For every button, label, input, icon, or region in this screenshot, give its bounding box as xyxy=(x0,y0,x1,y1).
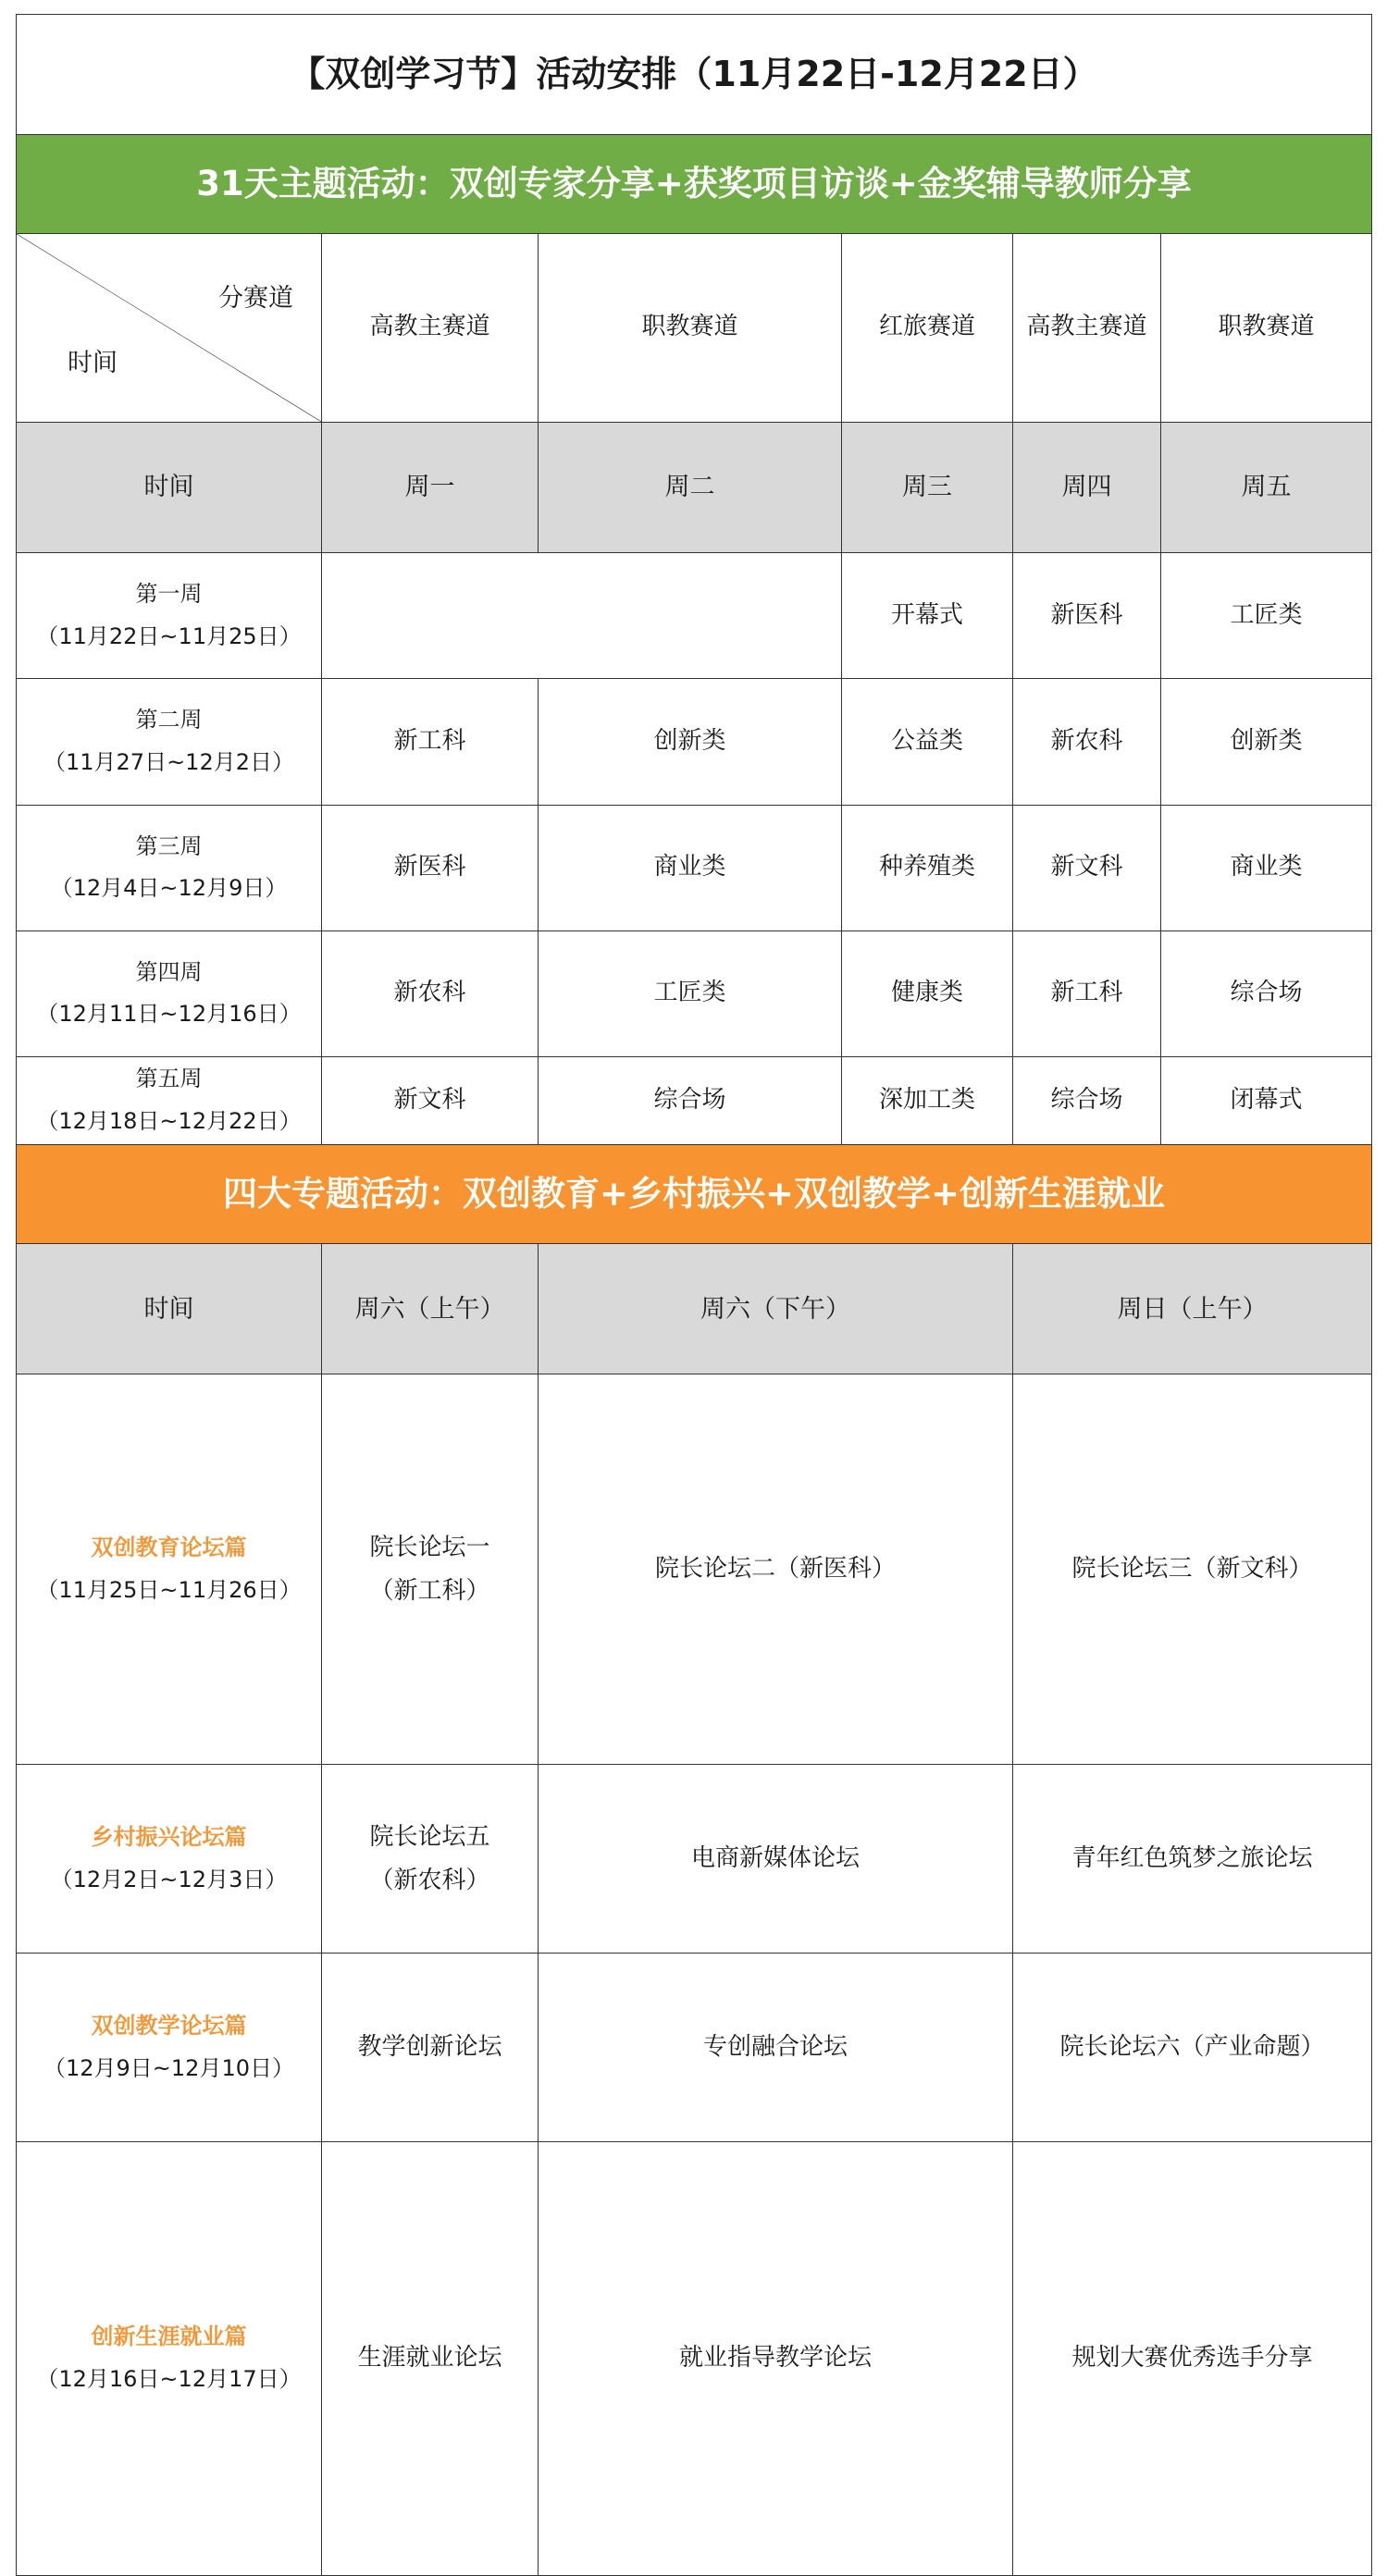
schedule-cell: 综合场 xyxy=(539,1056,842,1144)
forum-label xyxy=(17,1374,322,1765)
schedule-cell: 公益类 xyxy=(842,679,1013,805)
forum-name: 双创教育论坛篇 xyxy=(91,1535,247,1561)
track-header: 高教主赛道 xyxy=(1013,234,1161,423)
week-range: （11月27日~12月2日） xyxy=(43,748,294,775)
week-name: 第四周 xyxy=(135,958,203,985)
schedule-cell: 新农科 xyxy=(322,931,539,1056)
forum-range: （12月9日~12月10日） xyxy=(43,2054,294,2081)
table-row xyxy=(17,2142,1372,2576)
schedule-cell: 种养殖类 xyxy=(842,805,1013,931)
table-row xyxy=(17,553,1372,679)
track-header: 高教主赛道 xyxy=(322,234,539,423)
schedule-cell: 创新类 xyxy=(1161,679,1372,805)
slot-header: 周六（上午） xyxy=(322,1243,539,1374)
schedule-cell-empty xyxy=(322,553,842,679)
corner-header xyxy=(17,234,322,423)
forum-cell: 生涯就业论坛 xyxy=(322,2142,539,2576)
schedule-cell: 新文科 xyxy=(1013,805,1161,931)
forum-cell: 规划大赛优秀选手分享 xyxy=(1013,2142,1372,2576)
table-row xyxy=(17,931,1372,1056)
forum-cell-line: （新农科） xyxy=(369,1866,490,1894)
forum-name: 双创教学论坛篇 xyxy=(91,2013,247,2040)
schedule-table xyxy=(16,14,1372,2576)
week-range: （12月11日~12月16日） xyxy=(36,1001,302,1028)
table-row xyxy=(17,1765,1372,1954)
forum-label xyxy=(17,1765,322,1954)
schedule-cell: 新农科 xyxy=(1013,679,1161,805)
week-range: （12月4日~12月9日） xyxy=(50,875,288,902)
forum-cell xyxy=(322,1765,539,1954)
forum-cell-line: 院长论坛五 xyxy=(369,1823,490,1852)
schedule-cell: 商业类 xyxy=(1161,805,1372,931)
forum-cell-line: 院长论坛一 xyxy=(369,1534,490,1562)
week-name: 第三周 xyxy=(135,832,203,859)
forum-cell xyxy=(322,1374,539,1765)
schedule-cell: 新工科 xyxy=(322,679,539,805)
forum-range: （12月16日~12月17日） xyxy=(36,2366,302,2392)
forum-label xyxy=(17,2142,322,2576)
week-label xyxy=(17,679,322,805)
day-header: 周二 xyxy=(539,422,842,552)
forum-range: （12月2日~12月3日） xyxy=(50,1866,288,1892)
forum-range: （11月25日~11月26日） xyxy=(36,1576,302,1603)
forum-name: 创新生涯就业篇 xyxy=(91,2323,247,2350)
schedule-cell: 综合场 xyxy=(1013,1056,1161,1144)
corner-time-label: 时间 xyxy=(68,349,118,377)
schedule-cell: 新工科 xyxy=(1013,931,1161,1056)
track-header: 红旅赛道 xyxy=(842,234,1013,423)
slot-header: 周六（下午） xyxy=(539,1243,1013,1374)
forum-cell: 院长论坛六（产业命题） xyxy=(1013,1954,1372,2142)
table-row xyxy=(17,1374,1372,1765)
table-row xyxy=(17,805,1372,931)
track-header: 职教赛道 xyxy=(539,234,842,423)
forum-cell: 院长论坛三（新文科） xyxy=(1013,1374,1372,1765)
page-title: 【双创学习节】活动安排（11月22日-12月22日） xyxy=(17,15,1372,135)
week-range: （11月22日~11月25日） xyxy=(36,622,302,649)
schedule-cell: 综合场 xyxy=(1161,931,1372,1056)
time-column-header: 时间 xyxy=(17,1243,322,1374)
section1-banner: 31天主题活动：双创专家分享+获奖项目访谈+金奖辅导教师分享 xyxy=(17,135,1372,234)
week-label xyxy=(17,553,322,679)
forum-cell: 青年红色筑梦之旅论坛 xyxy=(1013,1765,1372,1954)
time-column-header: 时间 xyxy=(17,422,322,552)
schedule-cell: 工匠类 xyxy=(1161,553,1372,679)
day-header: 周五 xyxy=(1161,422,1372,552)
schedule-cell: 健康类 xyxy=(842,931,1013,1056)
week-name: 第五周 xyxy=(135,1066,203,1092)
week-range: （12月18日~12月22日） xyxy=(36,1107,302,1134)
forum-cell: 教学创新论坛 xyxy=(322,1954,539,2142)
forum-cell: 电商新媒体论坛 xyxy=(539,1765,1013,1954)
forum-cell: 就业指导教学论坛 xyxy=(539,2142,1013,2576)
schedule-sheet xyxy=(16,14,1371,2392)
forum-label xyxy=(17,1954,322,2142)
week-name: 第一周 xyxy=(135,581,203,608)
day-header: 周一 xyxy=(322,422,539,552)
slot-header: 周日（上午） xyxy=(1013,1243,1372,1374)
corner-track-label: 分赛道 xyxy=(218,284,293,313)
day-header: 周四 xyxy=(1013,422,1161,552)
schedule-cell: 开幕式 xyxy=(842,553,1013,679)
week-label xyxy=(17,805,322,931)
week-name: 第二周 xyxy=(135,707,203,733)
forum-cell-line: （新工科） xyxy=(369,1576,490,1605)
schedule-cell: 创新类 xyxy=(539,679,842,805)
schedule-cell: 商业类 xyxy=(539,805,842,931)
table-row xyxy=(17,1954,1372,2142)
schedule-cell: 工匠类 xyxy=(539,931,842,1056)
table-row xyxy=(17,679,1372,805)
section2-banner: 四大专题活动：双创教育+乡村振兴+双创教学+创新生涯就业 xyxy=(17,1144,1372,1243)
forum-cell: 院长论坛二（新医科） xyxy=(539,1374,1013,1765)
schedule-cell: 深加工类 xyxy=(842,1056,1013,1144)
forum-cell: 专创融合论坛 xyxy=(539,1954,1013,2142)
track-header: 职教赛道 xyxy=(1161,234,1372,423)
week-label xyxy=(17,931,322,1056)
day-header: 周三 xyxy=(842,422,1013,552)
table-row xyxy=(17,1056,1372,1144)
schedule-cell: 新医科 xyxy=(1013,553,1161,679)
schedule-cell: 新文科 xyxy=(322,1056,539,1144)
week-label xyxy=(17,1056,322,1144)
schedule-cell: 新医科 xyxy=(322,805,539,931)
forum-name: 乡村振兴论坛篇 xyxy=(91,1824,247,1851)
schedule-cell: 闭幕式 xyxy=(1161,1056,1372,1144)
diagonal-divider xyxy=(17,234,321,422)
